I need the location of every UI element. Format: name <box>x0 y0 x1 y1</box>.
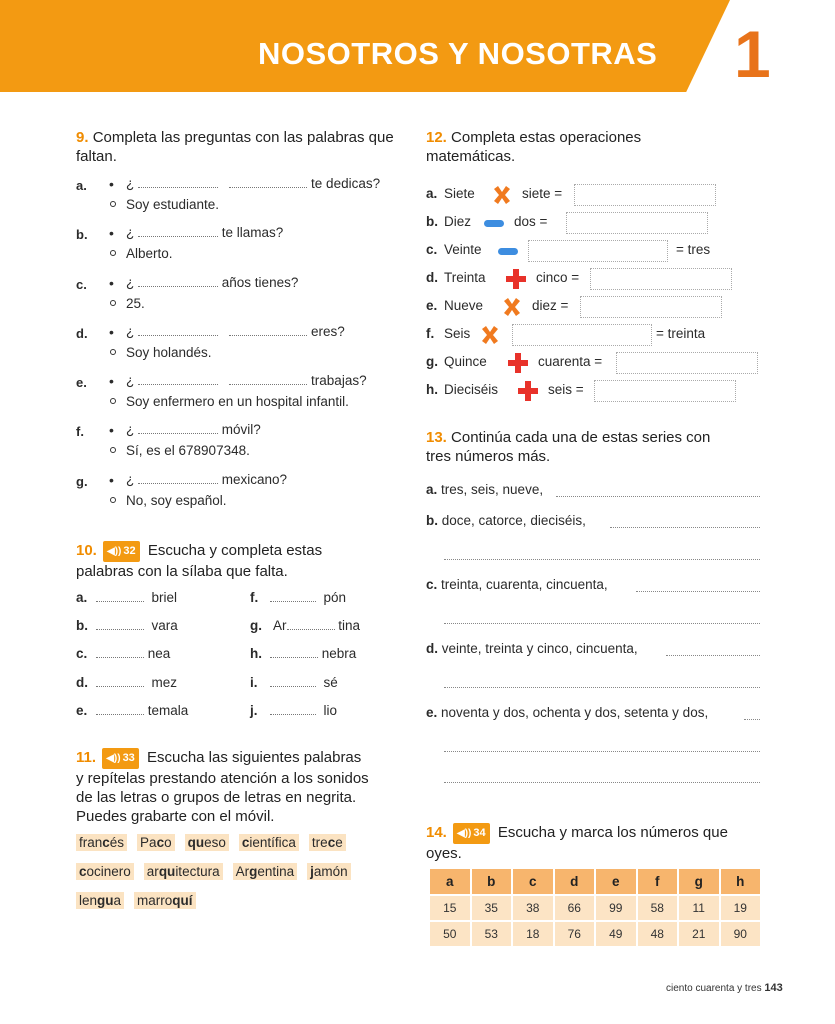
blank[interactable] <box>270 675 316 687</box>
number-cell[interactable]: 49 <box>596 922 636 946</box>
syllable-item: b. vara <box>76 618 178 633</box>
speaker-icon: ◀)) <box>457 828 472 839</box>
answer: Soy enfermero en un hospital infantil. <box>126 394 349 410</box>
ex12-heading: 12. Completa estas operaciones matemáticas. <box>426 129 642 165</box>
answer: Soy holandés. <box>126 344 212 360</box>
word-tag: Argentina <box>233 863 298 880</box>
dialogue-item: e. • ¿ trabajas? Soy enfermero en un hospital infantil. <box>76 373 367 410</box>
minus-icon <box>482 211 506 235</box>
answer-box[interactable] <box>616 352 758 374</box>
answer-line[interactable] <box>444 687 760 688</box>
column-header: e <box>596 869 636 894</box>
item-letter: f. <box>76 424 84 440</box>
answer: Soy estudiante. <box>126 197 220 212</box>
ex10-heading <box>76 541 406 581</box>
blank[interactable] <box>138 225 218 237</box>
ex9-dialogues <box>76 176 406 521</box>
series-item: b. doce, catorce, dieciséis, <box>426 513 586 528</box>
ex12-number: 12. <box>426 129 447 146</box>
ex14-number: 14. <box>426 824 447 841</box>
number-cell[interactable]: 66 <box>555 896 595 920</box>
syllable-item: j. lio <box>250 703 338 718</box>
number-cell[interactable]: 15 <box>430 896 470 920</box>
blank[interactable] <box>138 324 218 336</box>
plus-icon <box>516 379 540 403</box>
syllable-item: a. briel <box>76 590 178 605</box>
audio-track-badge[interactable]: ◀)) 32 <box>103 541 140 562</box>
page-header <box>0 0 835 92</box>
answer-box[interactable] <box>590 268 732 290</box>
number-cell[interactable]: 99 <box>596 896 636 920</box>
syllable-item: c. nea <box>76 646 171 661</box>
page-title: NOSOTROS Y NOSOTRAS <box>258 36 658 71</box>
blank[interactable] <box>138 176 218 188</box>
speaker-icon: ◀)) <box>106 753 121 764</box>
speaker-icon: ◀)) <box>107 546 122 557</box>
dialogue-item: a. • ¿ te dedicas? Soy estudiante. <box>76 176 381 212</box>
answer-line[interactable] <box>444 782 760 783</box>
blank[interactable] <box>96 675 144 687</box>
ex9-title: Completa las preguntas con las palabras que faltan. <box>76 129 394 165</box>
word-tags <box>76 834 416 921</box>
number-cell[interactable]: 18 <box>513 922 553 946</box>
word-tag: marroquí <box>134 892 196 909</box>
number-cell[interactable]: 21 <box>679 922 719 946</box>
word-tag: Paco <box>137 834 175 851</box>
blank[interactable] <box>229 176 307 188</box>
plus-icon <box>506 351 530 375</box>
answer-box[interactable] <box>580 296 722 318</box>
syllable-item: e. temala <box>76 703 189 718</box>
minus-icon <box>496 239 520 263</box>
syllable-item: i. sé <box>250 675 338 690</box>
word-tag: lengua <box>76 892 124 909</box>
dialogue-item: c. • ¿ años tienes? 25. <box>76 274 299 311</box>
number-cell[interactable]: 38 <box>513 896 553 920</box>
plus-icon <box>504 267 528 291</box>
answer-line[interactable] <box>444 559 760 560</box>
blank[interactable] <box>270 646 318 658</box>
answer-line[interactable] <box>444 751 760 752</box>
item-letter: c. <box>76 276 87 292</box>
answer: 25. <box>126 295 145 311</box>
column-header: b <box>472 869 512 894</box>
answer-line[interactable] <box>744 719 760 720</box>
dialogue-item: g. • ¿ mexicano? No, soy español. <box>76 471 288 508</box>
number-cell[interactable]: 48 <box>638 922 678 946</box>
blank[interactable] <box>229 373 307 385</box>
item-letter: d. <box>76 325 88 341</box>
unit-number: 1 <box>734 17 771 91</box>
word-tag: científica <box>239 834 299 851</box>
syllable-item: g. Ar tina <box>250 618 361 633</box>
table-row <box>430 896 760 920</box>
audio-track-badge[interactable]: ◀)) 33 <box>102 748 139 769</box>
number-cell[interactable]: 19 <box>721 896 761 920</box>
column-header: h <box>721 869 761 894</box>
ex10-number: 10. <box>76 542 97 559</box>
answer-line[interactable] <box>666 655 760 656</box>
answer-line[interactable] <box>610 527 760 528</box>
column-header: g <box>679 869 719 894</box>
audio-track-badge[interactable]: ◀)) 34 <box>453 823 490 844</box>
item-letter: e. <box>76 375 87 391</box>
answer-line[interactable] <box>556 496 760 497</box>
number-cell[interactable]: 76 <box>555 922 595 946</box>
ex13-number: 13. <box>426 429 447 446</box>
table-row <box>430 922 760 946</box>
table-header-row <box>430 869 760 894</box>
blank[interactable] <box>138 472 218 484</box>
blank[interactable] <box>229 324 307 336</box>
answer-box[interactable] <box>512 324 652 346</box>
blank[interactable] <box>270 703 316 715</box>
column-header: d <box>555 869 595 894</box>
answer-box[interactable] <box>566 212 708 234</box>
numbers-table <box>428 867 762 948</box>
word-tag: arquitectura <box>144 863 223 880</box>
ex9-number: 9. <box>76 129 89 146</box>
ex14-heading: 14. ◀)) 34 Escucha y marca los números que oyes. <box>426 824 728 862</box>
blank[interactable] <box>96 618 144 630</box>
answer: Sí, es el 678907348. <box>126 443 250 459</box>
series-item: c. treinta, cuarenta, cincuenta, <box>426 577 608 592</box>
blank[interactable] <box>138 275 218 287</box>
ex10-title-line2: palabras con la sílaba que falta. <box>76 563 288 580</box>
item-letter: b. <box>76 227 88 243</box>
column-header: a <box>430 869 470 894</box>
answer-box[interactable] <box>528 240 668 262</box>
word-tag: queso <box>185 834 229 851</box>
dialogue-item: b. • ¿ te llamas? Alberto. <box>76 225 284 262</box>
blank[interactable] <box>138 422 218 434</box>
number-cell[interactable]: 58 <box>638 896 678 920</box>
answer-line[interactable] <box>636 591 760 592</box>
blank[interactable] <box>96 703 144 715</box>
ex10-title-line1: Escucha y completa estas <box>147 542 323 559</box>
item-letter: a. <box>76 178 87 193</box>
ex13-heading: 13. Continúa cada una de estas series con tres números más. <box>426 429 711 465</box>
answer: Alberto. <box>126 246 173 262</box>
multiply-icon <box>478 323 502 347</box>
number-cell[interactable]: 90 <box>721 922 761 946</box>
blank[interactable] <box>96 590 144 602</box>
footer-text: ciento cuarenta y tres <box>666 983 762 994</box>
number-cell[interactable]: 50 <box>430 922 470 946</box>
item-letter: g. <box>76 473 88 489</box>
word-tag: cocinero <box>76 863 134 880</box>
series-item: a. tres, seis, nueve, <box>426 482 544 497</box>
answer-box[interactable] <box>594 380 736 402</box>
series-item: d. veinte, treinta y cinco, cincuenta, <box>426 641 638 656</box>
word-tag: jamón <box>307 863 351 880</box>
dialogue-item: f. • ¿ móvil? Sí, es el 678907348. <box>76 422 261 459</box>
number-cell[interactable]: 11 <box>679 896 719 920</box>
column-header: c <box>513 869 553 894</box>
column-header: f <box>638 869 678 894</box>
blank[interactable] <box>96 646 144 658</box>
syllable-item: h. nebra <box>250 646 357 661</box>
answer-line[interactable] <box>444 623 760 624</box>
page-footer <box>666 982 783 994</box>
answer-box[interactable] <box>574 184 716 206</box>
ex11-heading: 11. ◀)) 33 Escucha las siguientes palabras y repítelas prestando atención a los sonidos de las letras o grupos de letras en negrita. Puedes grabarte con el móvil. <box>76 749 369 825</box>
series-item: e. noventa y dos, ochenta y dos, setenta y dos, <box>426 705 709 720</box>
multiply-icon <box>490 183 514 207</box>
dialogue-item: d. • ¿ eres? Soy holandés. <box>76 323 345 360</box>
syllable-item: f. pón <box>250 590 347 605</box>
ex11-number: 11. <box>76 749 97 766</box>
ex9-heading <box>76 128 406 166</box>
blank[interactable] <box>287 618 335 630</box>
page-number: 143 <box>764 982 783 994</box>
number-cell[interactable]: 35 <box>472 896 512 920</box>
blank[interactable] <box>138 373 218 385</box>
syllable-item: d. mez <box>76 675 178 690</box>
multiply-icon <box>500 295 524 319</box>
blank[interactable] <box>270 590 316 602</box>
word-tag: trece <box>309 834 346 851</box>
number-cell[interactable]: 53 <box>472 922 512 946</box>
answer: No, soy español. <box>126 492 227 508</box>
word-tag: francés <box>76 834 127 851</box>
